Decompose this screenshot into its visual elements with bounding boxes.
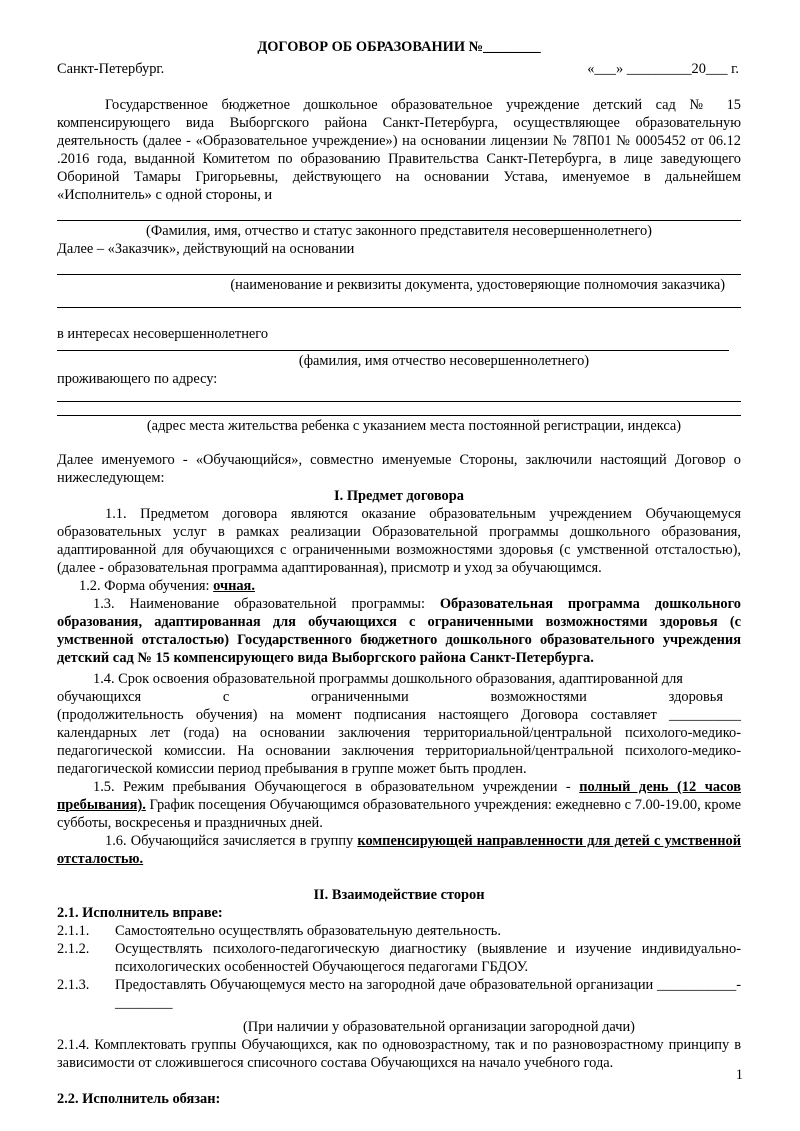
caption-dacha: (При наличии у образовательной организации загородной дачи) — [243, 1019, 635, 1035]
item-text: Предоставлять Обучающемуся место на загородной даче образовательной организации ___________-________ — [115, 977, 741, 1011]
place-date-row — [57, 60, 741, 78]
caption-minor: (фамилия, имя отчество несовершеннолетнего) — [298, 353, 590, 369]
clause-1-3-label: 1.3. Наименование образовательной программы: — [93, 596, 440, 612]
clause-1-4-word: с — [222, 689, 230, 705]
document-title: ДОГОВОР ОБ ОБРАЗОВАНИИ №________ — [257, 39, 541, 55]
item-text: Осуществлять психолого-педагогическую диагностику (выявление и изучение индивидуально-психологических особенностей Обучающегося педагогами ГБДОУ. — [115, 941, 741, 975]
clause-1-2 — [57, 577, 741, 595]
clause-1-5-rest: График посещения Обучающимся образовательного учреждения: ежедневно с 7.00-19.00, кроме субботы, воскресенья и праздничных дней. — [57, 797, 741, 831]
city: Санкт-Петербург. — [57, 61, 165, 77]
address-line-2 — [57, 415, 741, 416]
intro-paragraph: Государственное бюджетное дошкольное образовательное учреждение детский сад № 15 компенсирующего вида Выборгского района Санкт-Петербурга, осуществляющее образовательную деятельность (далее - «Образовательное учреждение») на основании лицензии № 78П01 № 0005452 от 06.12 .2016 года, выданной Комитетом по образованию Правительства Санкт-Петербурга, в лице заведующего Обориной Тамары Григорьевны, действующего на основании Устава, именуемое в дальнейшем «Исполнитель» с одной стороны, и — [57, 97, 741, 203]
clause-1-4-line1: 1.4. Срок освоения образовательной программы дошкольного образования, адаптированной для — [93, 671, 683, 687]
caption-address: (адрес места жительства ребенка с указанием места постоянной регистрации, индекса) — [146, 418, 682, 434]
clause-1-6-value: компенсирующей направленности для детей с умственной отсталостью. — [57, 833, 741, 867]
clause-1-4-word: обучающихся — [57, 689, 142, 705]
items-2-1 — [57, 922, 741, 1012]
date-placeholder: «___» _________20___ г. — [587, 61, 739, 77]
clause-1-1: 1.1. Предметом договора являются оказание образовательным учреждением Обучающемуся образовательных услуг в рамках реализации Образовательной программы дошкольного образования, адаптированной для обучающихся с ограниченными возможностями здоровья (с умственной отсталостью), (далее - образовательная программа адаптированная), присмотр и уход за обучающимся. — [57, 506, 741, 576]
document-line-2 — [57, 307, 741, 308]
item-number: 2.1.1. — [57, 923, 90, 939]
document-line — [57, 274, 741, 275]
clause-2-1-4: 2.1.4. Комплектовать группы Обучающихся, как по одновозрастному, так и по разновозрастному принципу в зависимости от сложившегося списочного состава Обучающихся на начало учебного года. — [57, 1037, 741, 1071]
clause-1-6-label: 1.6. Обучающийся зачисляется в группу — [105, 833, 358, 849]
clause-1-4-word: здоровья — [668, 689, 723, 705]
clause-1-5 — [57, 778, 741, 832]
clause-1-4-word: возможностями — [490, 689, 587, 705]
page-number: 1 — [735, 1067, 743, 1083]
address-line — [57, 401, 741, 402]
clause-1-3 — [57, 595, 741, 667]
clause-1-4-word: ограниченными — [311, 689, 409, 705]
item-number: 2.1.2. — [57, 941, 90, 957]
subsection-2-1-title: 2.1. Исполнитель вправе: — [57, 905, 223, 921]
clause-1-4-spread — [57, 688, 741, 706]
subsection-2-2-title: 2.2. Исполнитель обязан: — [57, 1091, 221, 1107]
clause-1-6 — [57, 832, 741, 868]
caption-document: (наименование и реквизиты документа, удостоверяющие полномочия заказчика) — [230, 277, 725, 293]
representative-line — [57, 220, 741, 221]
caption-representative: (Фамилия, имя, отчество и статус законного представителя несовершеннолетнего) — [146, 223, 652, 239]
clause-1-4-rest: (продолжительность обучения) на момент подписания настоящего Договора составляет __________ календарных лет (года) на основании заключения территориальной/центральной психолого-медико-педагогической комиссии. На основании заключения территориальной/центральной психолого-медико-педагогической комиссии период пребывания в группе может быть продлен. — [57, 707, 741, 777]
clause-1-5-label: 1.5. Режим пребывания Обучающегося в образовательном учреждении - — [93, 779, 580, 795]
minor-line — [57, 350, 729, 351]
clause-1-3-value: Образовательная программа дошкольного образования, адаптированная для обучающихся с ограниченными возможностями здоровья (с умственной отсталостью) Государственного бюджетного дошкольного образовательного учреждения детский сад № 15 компенсирующего вида Выборгского района Санкт-Петербурга. — [57, 596, 741, 666]
customer-line: Далее – «Заказчик», действующий на основании — [57, 241, 355, 257]
list-item — [57, 922, 741, 940]
item-text: Самостоятельно осуществлять образовательную деятельность. — [115, 923, 501, 939]
section-2-title: II. Взаимодействие сторон — [313, 887, 485, 903]
interests-text: в интересах несовершеннолетнего — [57, 326, 269, 342]
clause-1-2-value: очная. — [213, 578, 255, 594]
section-1-title: I. Предмет договора — [334, 488, 464, 504]
clause-1-5-value: полный день (12 часов пребывания). — [57, 779, 742, 813]
list-item — [57, 976, 741, 1012]
list-item — [57, 940, 741, 976]
document-page — [57, 38, 741, 1108]
residing-text: проживающего по адресу: — [57, 371, 218, 387]
clause-1-2-label: 1.2. Форма обучения: — [79, 578, 214, 594]
item-number: 2.1.3. — [57, 977, 90, 993]
parties-paragraph: Далее именуемого - «Обучающийся», совместно именуемые Стороны, заключили настоящий Договор о нижеследующем: — [57, 452, 741, 486]
